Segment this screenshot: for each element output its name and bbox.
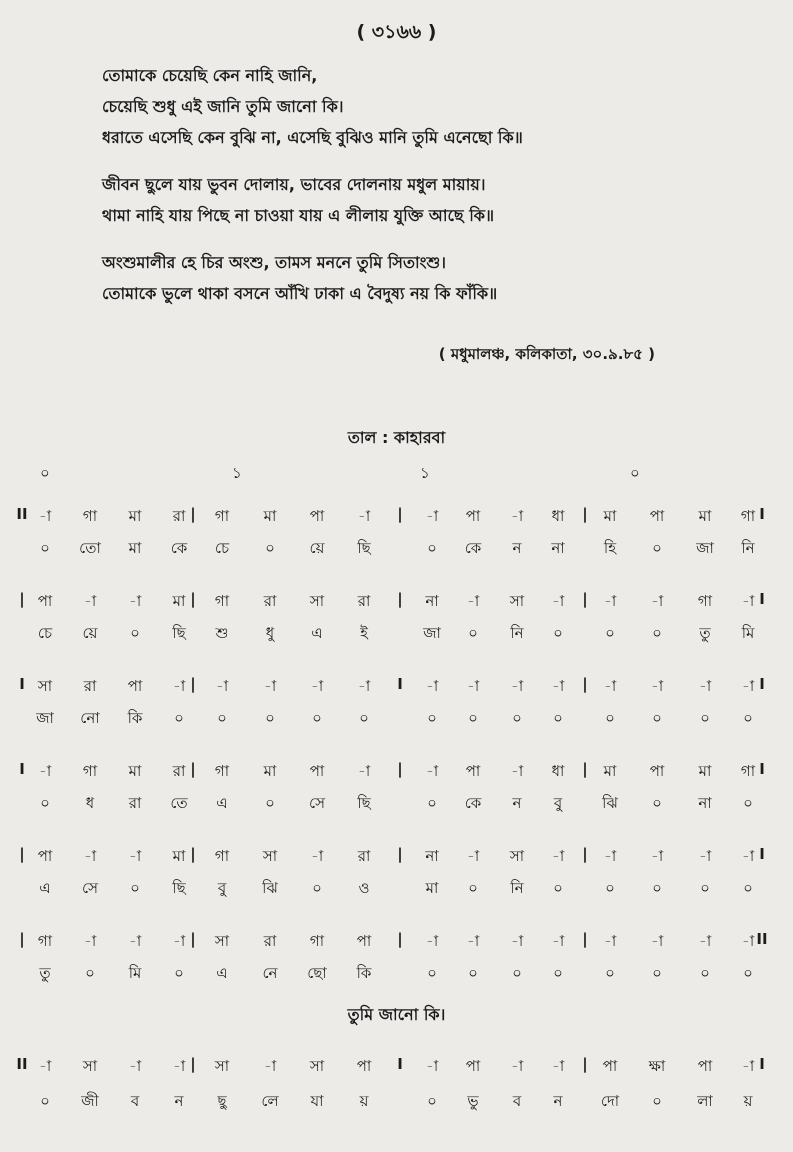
note-cell: গা: [697, 592, 713, 610]
syllable-cell: তু: [39, 964, 51, 982]
note-cell: পা: [356, 1057, 372, 1075]
bar-line: I: [759, 590, 765, 608]
note-cell: সা: [309, 1057, 325, 1075]
syllable-cell: নি: [741, 539, 755, 557]
syllable-cell: মি: [741, 624, 755, 642]
note-cell: -া: [510, 507, 524, 525]
note-cell: -া: [128, 1057, 142, 1075]
bar-line: |: [397, 760, 403, 778]
bar-line: |: [190, 675, 196, 693]
bar-line: |: [397, 930, 403, 948]
syllable-cell: ০: [553, 624, 563, 642]
note-cell: পা: [356, 932, 372, 950]
note-cell: পা: [465, 762, 481, 780]
bar-line: I: [759, 675, 765, 693]
syllable-row: [0, 792, 793, 820]
syllable-cell: ০: [217, 709, 227, 727]
syllable-cell: নি: [510, 879, 524, 897]
note-cell: -া: [357, 762, 371, 780]
syllable-cell: ০: [130, 624, 140, 642]
syllable-cell: ০: [652, 539, 662, 557]
note-cell: -া: [741, 847, 755, 865]
note-cell: পা: [697, 1057, 713, 1075]
syllable-cell: ০: [512, 964, 522, 982]
note-cell: -া: [172, 677, 186, 695]
note-cell: পা: [465, 1057, 481, 1075]
syllable-row: [0, 962, 793, 990]
syllable-cell: ন: [174, 1092, 184, 1110]
bar-line: |: [190, 590, 196, 608]
note-cell: -া: [650, 932, 664, 950]
bar-line: |: [19, 845, 25, 863]
bar-line: II: [756, 930, 768, 948]
note-cell: গা: [214, 592, 230, 610]
note-cell: সা: [214, 1057, 230, 1075]
syllable-cell: ০: [427, 539, 437, 557]
syllable-cell: ০: [427, 1092, 437, 1110]
syllable-cell: ছি: [172, 624, 186, 642]
note-cell: রা: [263, 932, 277, 950]
syllable-cell: দো: [600, 1092, 620, 1110]
note-cell: -া: [83, 847, 97, 865]
lyrics-block: [102, 60, 762, 325]
note-cell: -া: [551, 592, 565, 610]
syllable-cell: নে: [262, 964, 278, 982]
note-cell: -া: [425, 762, 439, 780]
note-cell: -া: [741, 677, 755, 695]
note-cell: -া: [650, 847, 664, 865]
syllable-cell: যা: [310, 1092, 324, 1110]
syllable-cell: ছো: [307, 964, 327, 982]
beat-marker: ০: [40, 464, 50, 482]
note-cell: সা: [37, 677, 53, 695]
syllable-cell: য়: [743, 1092, 753, 1110]
syllable-cell: ০: [652, 964, 662, 982]
syllable-cell: ০: [312, 879, 322, 897]
syllable-cell: এ: [311, 624, 323, 642]
note-cell: -া: [128, 592, 142, 610]
syllable-cell: ০: [652, 1092, 662, 1110]
lyric-line: তোমাকে ভুলে থাকা বসনে আঁখি ঢাকা এ বৈদুষ্য নয় কি ফাঁকি॥: [102, 284, 498, 303]
note-cell: -া: [263, 1057, 277, 1075]
syllable-cell: জা: [423, 624, 441, 642]
note-cell: -া: [357, 677, 371, 695]
note-cell: রা: [172, 507, 186, 525]
syllable-cell: ০: [427, 709, 437, 727]
syllable-cell: ব: [130, 1092, 140, 1110]
notation-row: [0, 845, 793, 873]
syllable-cell: ছি: [357, 539, 371, 557]
syllable-cell: ন: [512, 794, 522, 812]
syllable-cell: ধু: [265, 624, 275, 642]
syllable-cell: ০: [743, 794, 753, 812]
syllable-cell: ০: [468, 964, 478, 982]
bar-line: |: [190, 505, 196, 523]
bar-line: |: [582, 675, 588, 693]
bar-line: II: [16, 1055, 28, 1073]
syllable-cell: নো: [80, 709, 100, 727]
bar-line: I: [759, 505, 765, 523]
beat-marker: ০: [630, 464, 640, 482]
syllable-cell: ০: [553, 879, 563, 897]
lyric-line: তোমাকে চেয়েছি কেন নাহি জানি,: [102, 66, 318, 85]
note-cell: মা: [603, 507, 617, 525]
note-cell: সা: [509, 592, 525, 610]
note-cell: -া: [83, 932, 97, 950]
note-cell: মা: [263, 507, 277, 525]
refrain-line: তুমি জানো কি।: [347, 1005, 446, 1024]
syllable-row: [0, 537, 793, 565]
note-cell: -া: [466, 592, 480, 610]
syllable-cell: ০: [652, 624, 662, 642]
bar-line: |: [582, 505, 588, 523]
syllable-cell: ন: [512, 539, 522, 557]
syllable-cell: চে: [37, 624, 53, 642]
note-cell: -া: [603, 592, 617, 610]
syllable-cell: এ: [216, 964, 228, 982]
note-cell: রা: [263, 592, 277, 610]
note-cell: রা: [83, 677, 97, 695]
note-cell: না: [425, 847, 439, 865]
note-cell: -া: [38, 1057, 52, 1075]
source-citation: ( মধুমালঞ্চ, কলিকাতা, ৩০.৯.৮৫ ): [438, 345, 655, 363]
note-cell: -া: [551, 847, 565, 865]
lyric-line: জীবন ছুলে যায় ভুবন দোলায়, ভাবের দোলনায় মধুল মায়ায়।: [102, 175, 486, 194]
syllable-cell: ০: [427, 794, 437, 812]
syllable-cell: চে: [214, 539, 230, 557]
lyric-line: অংশুমালীর হে চির অংশু, তামস মননে তুমি সিতাংশু।: [102, 253, 446, 272]
bar-line: I: [397, 1055, 403, 1073]
syllable-cell: ০: [605, 624, 615, 642]
syllable-cell: কি: [356, 964, 372, 982]
bar-line: |: [19, 930, 25, 948]
beat-marker: ১: [420, 464, 430, 482]
syllable-cell: ০: [652, 879, 662, 897]
syllable-cell: মি: [128, 964, 142, 982]
note-cell: -া: [263, 677, 277, 695]
syllable-cell: ন: [553, 1092, 563, 1110]
note-cell: -া: [38, 762, 52, 780]
syllable-cell: ব: [512, 1092, 522, 1110]
syllable-cell: সে: [82, 879, 98, 897]
note-cell: -া: [310, 677, 324, 695]
bar-line: |: [19, 590, 25, 608]
notation-row: [0, 590, 793, 618]
syllable-cell: এ: [39, 879, 51, 897]
syllable-cell: ০: [743, 879, 753, 897]
note-cell: -া: [128, 847, 142, 865]
syllable-cell: ০: [312, 709, 322, 727]
bar-line: |: [582, 845, 588, 863]
note-cell: -া: [510, 762, 524, 780]
note-cell: -া: [741, 932, 755, 950]
syllable-cell: ভু: [467, 1092, 479, 1110]
syllable-cell: ০: [265, 709, 275, 727]
notation-row: [0, 675, 793, 703]
bar-line: |: [397, 590, 403, 608]
syllable-cell: ঝি: [602, 794, 618, 812]
syllable-cell: হি: [603, 539, 617, 557]
note-cell: -া: [425, 1057, 439, 1075]
syllable-cell: ছি: [357, 794, 371, 812]
syllable-cell: ই: [360, 624, 368, 642]
note-cell: গা: [740, 507, 756, 525]
note-cell: মা: [698, 507, 712, 525]
note-cell: পা: [649, 762, 665, 780]
syllable-cell: তো: [79, 539, 101, 557]
note-cell: না: [425, 592, 439, 610]
syllable-cell: জা: [36, 709, 54, 727]
note-cell: গা: [82, 507, 98, 525]
syllable-row: [0, 877, 793, 905]
song-number: ( ৩১৬৬ ): [356, 21, 437, 43]
syllable-cell: ০: [468, 879, 478, 897]
bar-line: I: [759, 760, 765, 778]
syllable-cell: জা: [696, 539, 714, 557]
note-cell: গা: [309, 932, 325, 950]
note-cell: -া: [510, 1057, 524, 1075]
syllable-cell: ০: [743, 709, 753, 727]
bar-line: I: [759, 845, 765, 863]
bar-line: |: [582, 930, 588, 948]
note-cell: পা: [465, 507, 481, 525]
syllable-cell: কে: [464, 794, 482, 812]
syllable-cell: ০: [605, 964, 615, 982]
note-cell: সা: [262, 847, 278, 865]
note-cell: -া: [741, 592, 755, 610]
syllable-cell: ও: [358, 879, 370, 897]
lyric-line: ধরাতে এসেছি কেন বুঝি না, এসেছি বুঝিও মানি তুমি এনেছো কি॥: [102, 128, 523, 147]
syllable-cell: মা: [128, 539, 142, 557]
syllable-cell: য়ে: [309, 539, 325, 557]
syllable-cell: মা: [425, 879, 439, 897]
notation-row: [0, 505, 793, 533]
syllable-cell: বু: [553, 794, 563, 812]
note-cell: -া: [466, 932, 480, 950]
syllable-cell: তু: [699, 624, 711, 642]
note-cell: -া: [357, 507, 371, 525]
syllable-cell: নি: [510, 624, 524, 642]
syllable-cell: ০: [468, 709, 478, 727]
note-cell: -া: [128, 932, 142, 950]
note-cell: -া: [551, 1057, 565, 1075]
syllable-cell: ছি: [172, 879, 186, 897]
notation-row: [0, 930, 793, 958]
note-cell: গা: [740, 762, 756, 780]
note-cell: পা: [602, 1057, 618, 1075]
bar-line: |: [190, 845, 196, 863]
syllable-cell: ০: [40, 794, 50, 812]
syllable-cell: য়: [359, 1092, 369, 1110]
note-cell: সা: [214, 932, 230, 950]
syllable-cell: ০: [40, 1092, 50, 1110]
note-cell: -া: [603, 677, 617, 695]
syllable-cell: ০: [512, 709, 522, 727]
note-cell: -া: [215, 677, 229, 695]
syllable-cell: ০: [652, 794, 662, 812]
bar-line: |: [582, 590, 588, 608]
syllable-cell: ০: [700, 879, 710, 897]
bar-line: I: [19, 675, 25, 693]
bar-line: I: [19, 760, 25, 778]
note-cell: মা: [263, 762, 277, 780]
syllable-cell: ০: [743, 964, 753, 982]
syllable-cell: লে: [261, 1092, 279, 1110]
syllable-row: [0, 622, 793, 650]
note-cell: -া: [603, 932, 617, 950]
note-cell: -া: [698, 677, 712, 695]
syllable-cell: বু: [217, 879, 227, 897]
note-cell: সা: [509, 847, 525, 865]
lyric-line: থামা নাহি যায় পিছে না চাওয়া যায় এ লীলায় যুক্তি আছে কি॥: [102, 206, 495, 225]
syllable-cell: রা: [128, 794, 142, 812]
note-cell: -া: [510, 932, 524, 950]
syllable-cell: কি: [127, 709, 143, 727]
syllable-cell: য়ে: [82, 624, 98, 642]
note-cell: সা: [309, 592, 325, 610]
note-cell: -া: [83, 592, 97, 610]
note-cell: -া: [38, 507, 52, 525]
note-cell: -া: [172, 932, 186, 950]
note-cell: গা: [214, 507, 230, 525]
bar-line: II: [16, 505, 28, 523]
syllable-cell: ০: [359, 709, 369, 727]
note-cell: গা: [214, 847, 230, 865]
syllable-cell: ০: [700, 964, 710, 982]
beat-markers: [0, 462, 793, 486]
syllable-cell: কে: [170, 539, 188, 557]
syllable-cell: ০: [605, 879, 615, 897]
note-cell: পা: [37, 847, 53, 865]
syllable-cell: ঝি: [262, 879, 278, 897]
bar-line: |: [190, 760, 196, 778]
bar-line: |: [582, 1055, 588, 1073]
note-cell: পা: [309, 762, 325, 780]
syllable-cell: ০: [468, 624, 478, 642]
note-cell: সা: [82, 1057, 98, 1075]
stanza-3: [102, 247, 762, 309]
note-cell: পা: [37, 592, 53, 610]
syllable-cell: এ: [216, 794, 228, 812]
note-cell: মা: [128, 762, 142, 780]
syllable-cell: সে: [309, 794, 325, 812]
note-cell: -া: [650, 677, 664, 695]
note-cell: মা: [128, 507, 142, 525]
note-cell: -া: [310, 847, 324, 865]
stanza-1: [102, 60, 762, 153]
note-cell: পা: [127, 677, 143, 695]
syllable-cell: ০: [174, 709, 184, 727]
note-cell: -া: [172, 1057, 186, 1075]
notation-row: [0, 760, 793, 788]
syllable-row: [0, 1090, 793, 1118]
syllable-cell: ছু: [217, 1092, 227, 1110]
note-cell: গা: [82, 762, 98, 780]
tala-heading: তাল : কাহারবা: [347, 428, 446, 447]
bar-line: I: [397, 675, 403, 693]
note-cell: ক্ষা: [648, 1057, 666, 1075]
note-cell: -া: [466, 847, 480, 865]
note-cell: -া: [741, 1057, 755, 1075]
syllable-cell: ০: [553, 709, 563, 727]
note-cell: গা: [37, 932, 53, 950]
bar-line: |: [397, 505, 403, 523]
syllable-cell: ০: [427, 964, 437, 982]
note-cell: গা: [214, 762, 230, 780]
stanza-2: [102, 169, 762, 231]
note-cell: -া: [510, 677, 524, 695]
syllable-cell: কে: [464, 539, 482, 557]
notation-row: [0, 1055, 793, 1083]
bar-line: |: [190, 930, 196, 948]
syllable-cell: তে: [170, 794, 188, 812]
note-cell: রা: [357, 847, 371, 865]
note-cell: -া: [425, 507, 439, 525]
note-cell: মা: [172, 847, 186, 865]
note-cell: -া: [650, 592, 664, 610]
bar-line: |: [397, 845, 403, 863]
note-cell: পা: [309, 507, 325, 525]
note-cell: -া: [603, 847, 617, 865]
syllable-cell: লা: [697, 1092, 713, 1110]
syllable-cell: ০: [40, 539, 50, 557]
note-cell: -া: [425, 677, 439, 695]
note-cell: -া: [698, 932, 712, 950]
beat-marker: ১: [232, 464, 242, 482]
syllable-cell: ০: [700, 709, 710, 727]
syllable-cell: ০: [130, 879, 140, 897]
lyric-line: চেয়েছি শুধু এই জানি তুমি জানো কি।: [102, 97, 344, 116]
syllable-cell: ০: [265, 794, 275, 812]
syllable-cell: ০: [85, 964, 95, 982]
syllable-cell: না: [551, 539, 565, 557]
note-cell: রা: [357, 592, 371, 610]
syllable-cell: ০: [553, 964, 563, 982]
note-cell: মা: [603, 762, 617, 780]
bar-line: |: [582, 760, 588, 778]
note-cell: -া: [466, 677, 480, 695]
syllable-cell: ধ: [85, 794, 95, 812]
syllable-cell: শু: [215, 624, 229, 642]
syllable-cell: ০: [265, 539, 275, 557]
syllable-cell: ০: [605, 709, 615, 727]
syllable-cell: ০: [652, 709, 662, 727]
syllable-cell: না: [698, 794, 712, 812]
note-cell: -া: [551, 677, 565, 695]
note-cell: ধা: [551, 507, 565, 525]
note-cell: মা: [698, 762, 712, 780]
note-cell: -া: [425, 932, 439, 950]
note-cell: মা: [172, 592, 186, 610]
note-cell: ধা: [551, 762, 565, 780]
note-cell: পা: [649, 507, 665, 525]
note-cell: -া: [698, 847, 712, 865]
note-cell: রা: [172, 762, 186, 780]
note-cell: -া: [551, 932, 565, 950]
bar-line: |: [190, 1055, 196, 1073]
syllable-cell: জী: [81, 1092, 99, 1110]
bar-line: I: [759, 1055, 765, 1073]
syllable-cell: ০: [174, 964, 184, 982]
syllable-row: [0, 707, 793, 735]
